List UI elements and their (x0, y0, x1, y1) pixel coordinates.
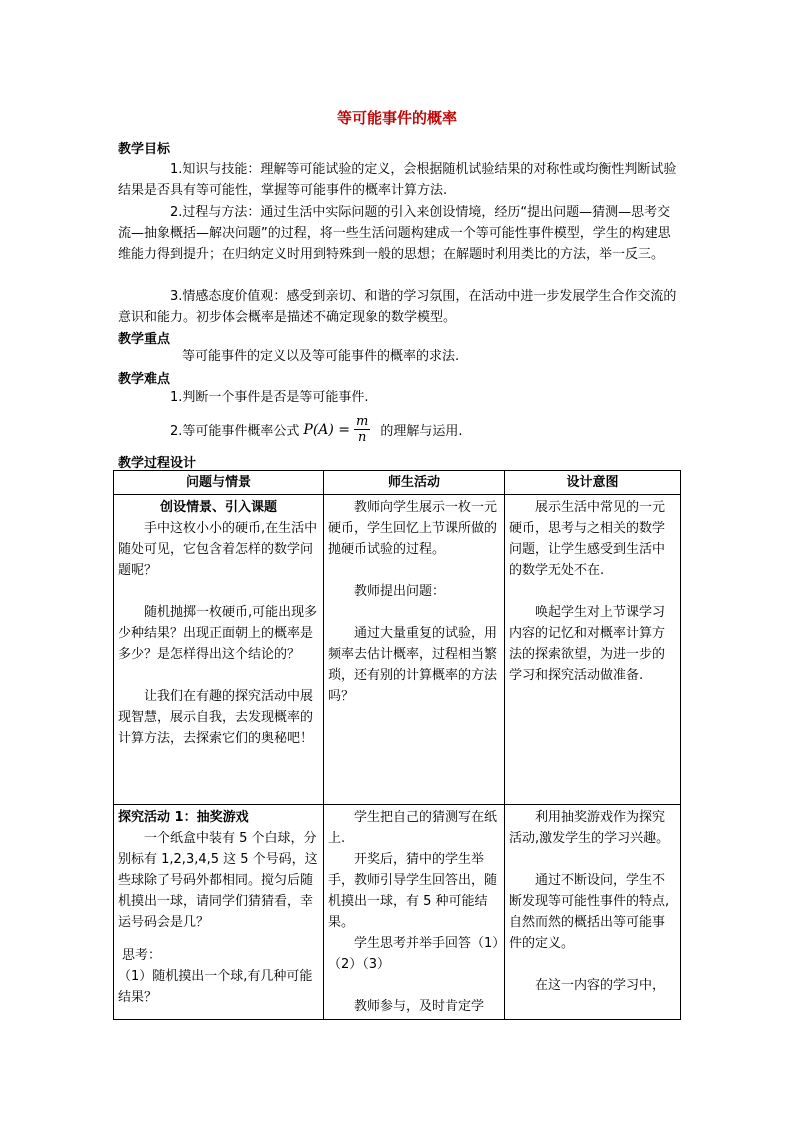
row2-scenario-p3: （1）随机摸出一个球,有几种可能结果？ (118, 969, 313, 1005)
row1-title: 创设情景、引入课题 (159, 500, 277, 515)
row2-intent-p3: 在这一内容的学习中， (535, 978, 666, 993)
header-scenario: 问题与情景 (114, 471, 324, 495)
objective-item-2: 2.过程与方法：通过生活中实际问题的引入来创设情境，经历“提出问题—猜测—思考交流—抽象概括—解决问题”的过程，将一些生活问题构建成一个等可能性事件模型，学生的构建思维能力得到提升；在归纳定义时用到特殊到一般的思想；在解题时利用类比的方法，举一反三。 (118, 205, 671, 262)
objective-item-3: 3.情感态度价值观：感受到亲切、和谐的学习氛围，在活动中进一步发展学生合作交流的意识和能力。初步体会概率是描述不确定现象的数学模型。 (118, 289, 677, 325)
row2-activity-p1: 学生把自己的猜测写在纸上. (328, 810, 498, 846)
row1-activity-p3: 通过大量重复的试验，用频率去估计概率，过程相当繁琐，还有别的计算概率的方法吗？ (328, 626, 498, 704)
objective-item-1: 1.知识与技能：理解等可能试验的定义，会根据随机试验结果的对称性或均衡性判断试验结果是否具有等可能性，掌握等可能事件的概率计算方法. (118, 162, 677, 198)
row1-scenario-cell (114, 495, 324, 805)
row2-scenario-p1: 一个纸盒中装有 5 个白球，分别标有 1,2,3,4,5 这 5 个号码，这些球除了号码外都相同。搅匀后随机摸出一球，请同学们猜猜看，幸运号码会是几？ (118, 831, 318, 930)
key-points-heading: 教学重点 (118, 332, 171, 347)
row1-scenario-p3: 让我们在有趣的探究活动中展现智慧，展示自我，去发现概率的计算方法，去探索它们的奥秘吧！ (118, 689, 314, 746)
row1-scenario-p2: 随机抛掷一枚硬币,可能出现多少种结果？出现正面朝上的概率是多少？是怎样得出这个结论的？ (118, 605, 318, 662)
table-header-row (114, 471, 681, 495)
row1-intent-cell (505, 495, 681, 805)
row1-activity-p1: 教师向学生展示一枚一元硬币，学生回忆上节课所做的抛硬币试验的过程。 (328, 500, 498, 557)
row1-activity-cell (324, 495, 505, 805)
formula-fraction (354, 414, 370, 445)
row2-scenario-cell (114, 805, 324, 1020)
difficulty-item-1: 1.判断一个事件是否是等可能事件. (170, 390, 369, 405)
table-row (114, 805, 681, 1020)
row2-intent-p1: 利用抽奖游戏作为探究活动,激发学生的学习兴趣。 (509, 810, 670, 846)
difficulty-item-2-prefix: 2.等可能事件概率公式 (170, 424, 300, 439)
formula-lhs: P(A) = (303, 421, 351, 438)
formula-numerator: m (356, 414, 369, 429)
row1-intent-p2: 唤起学生对上节课学习内容的记忆和对概率计算方法的探索欲望，为进一步的学习和探究活动做准备. (509, 605, 666, 683)
row1-intent-p1: 展示生活中常见的一元硬币，思考与之相关的数学问题，让学生感受到生活中的数学无处不在. (509, 500, 666, 578)
row2-scenario-p2: 思考： (122, 948, 162, 963)
difficulties-heading: 教学难点 (118, 372, 171, 387)
key-points-text: 等可能事件的定义以及等可能事件的概率的求法. (182, 349, 460, 364)
objectives-heading: 教学目标 (118, 142, 171, 157)
row1-activity-p2: 教师提出问题： (354, 584, 446, 599)
process-design-table (113, 470, 681, 1020)
header-intent: 设计意图 (505, 471, 681, 495)
formula-denominator: n (358, 430, 367, 445)
page-title: 等可能事件的概率 (336, 109, 457, 127)
difficulty-item-2-suffix: 的理解与运用. (380, 424, 463, 439)
header-activity: 师生活动 (324, 471, 505, 495)
table-row (114, 495, 681, 805)
row2-title: 探究活动 1：抽奖游戏 (118, 810, 249, 825)
row1-scenario-p1: 手中这枚小小的硬币,在生活中随处可见，它包含着怎样的数学问题呢？ (118, 521, 318, 578)
row2-intent-p2: 通过不断设问，学生不断发现等可能性事件的特点,自然而然的概括出等可能事件的定义。 (509, 873, 670, 951)
row2-intent-cell (505, 805, 681, 1020)
process-heading: 教学过程设计 (118, 456, 197, 471)
row2-activity-cell (324, 805, 505, 1020)
row2-activity-p3: 学生思考并举手回答（1）（2）（3） (328, 936, 499, 972)
difficulty-item-2 (170, 414, 463, 445)
row2-activity-p2: 开奖后，猜中的学生举手，教师引导学生回答出，随机摸出一球，有 5 种可能结果。 (328, 852, 498, 930)
row2-activity-p4: 教师参与，及时肯定学 (354, 999, 485, 1014)
